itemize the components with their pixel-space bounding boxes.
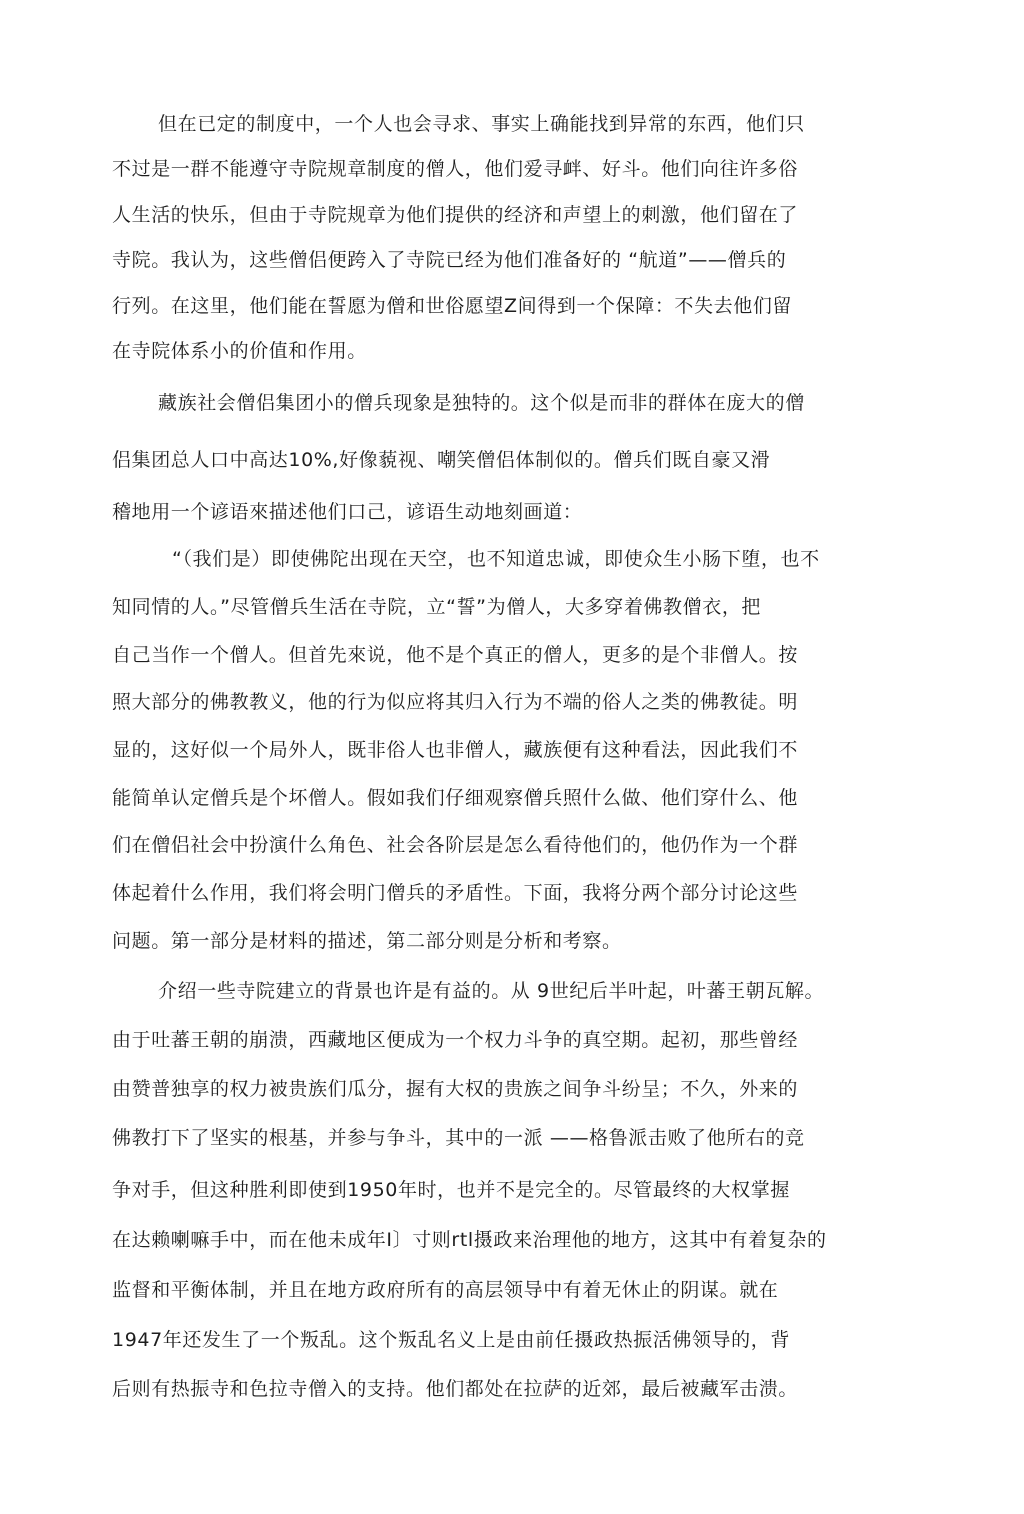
text-line: 但在已定的制度中，一个人也会寻求、事实上确能找到异常的东西，他们只: [158, 113, 805, 135]
text-line: 人生活的快乐，但由于寺院规章为他们提供的经济和声望上的刺激，他们留在了: [112, 204, 799, 226]
text-line: 知同情的人。”尽管僧兵生活在寺院，立“誓”为僧人，大多穿着佛教僧衣，把: [112, 596, 762, 618]
text-line: 照大部分的佛教教义，他的行为似应将其归入行为不端的俗人之类的佛教徒。明: [112, 691, 799, 713]
text-line: 佛教打下了坚实的根基，并参与争斗，其中的一派 ——格鲁派击败了他所右的竞: [112, 1127, 805, 1149]
text-line: 问题。第一部分是材料的描述，第二部分则是分析和考察。: [112, 930, 622, 952]
text-line: 介绍一些寺院建立的背景也许是有益的。从 9世纪后半叶起，叶蕃王朝瓦解。: [158, 980, 825, 1002]
text-line: 显的，这好似一个局外人，既非俗人也非僧人，藏族便有这种看法，因此我们不: [112, 739, 799, 761]
text-line: “（我们是）即使佛陀出现在天空，也不知道忠诚，即使众生小肠下堕，也不: [172, 548, 820, 570]
text-line: 行列。在这里，他们能在誓愿为僧和世俗愿望Z间得到一个保障：不失去他们留: [112, 295, 793, 317]
text-line: 自己当作一个僧人。但首先來说，他不是个真正的僧人，更多的是个非僧人。按: [112, 644, 799, 666]
text-line: 寺院。我认为，这些僧侣便跨入了寺院已经为他们准备好的 “航道”——僧兵的: [112, 249, 787, 271]
text-line: 藏族社会僧侣集团小的僧兵现象是独特的。这个似是而非的群体在庞大的僧: [158, 392, 805, 414]
text-line: 由赞普独享的权力被贵族们瓜分，握有大权的贵族之间争斗纷呈；不久，外来的: [112, 1078, 799, 1100]
text-line: 们在僧侣社会中扮演什么角色、社会各阶层是怎么看待他们的，他仍作为一个群: [112, 834, 799, 856]
text-line: 监督和平衡体制，并且在地方政府所有的高层领导中有着无休止的阴谋。就在: [112, 1279, 779, 1301]
text-line: 侣集团总人口中高达10%,好像藐视、嘲笑僧侣体制似的。僧兵们既自豪又滑: [112, 449, 771, 471]
text-line: 体起着什么作用，我们将会明门僧兵的矛盾性。下面，我将分两个部分讨论这些: [112, 882, 799, 904]
text-line: 不过是一群不能遵守寺院规章制度的僧人，他们爱寻衅、好斗。他们向往许多俗: [112, 158, 799, 180]
text-line: 在寺院体系小的价值和作用。: [112, 340, 367, 362]
text-line: 1947年还发生了一个叛乱。这个叛乱名义上是由前任摄政热振活佛领导的，背: [112, 1329, 790, 1351]
text-line: 后则有热振寺和色拉寺僧入的支持。他们都处在拉萨的近郊，最后被藏军击溃。: [112, 1378, 799, 1400]
text-line: 在达赖喇嘛手中，而在他未成年I〕寸则rtl摄政来治理他的地方，这其中有着复杂的: [112, 1229, 827, 1251]
text-line: 争对手，但这种胜利即使到1950年时，也并不是完全的。尽管最终的大权掌握: [112, 1179, 790, 1201]
text-line: 能简单认定僧兵是个坏僧人。假如我们仔细观察僧兵照什么做、他们穿什么、他: [112, 787, 799, 809]
text-line: 稽地用一个谚语來描述他们口己，谚语生动地刻画道：: [112, 501, 583, 523]
text-line: 由于吐蕃王朝的崩溃，西藏地区便成为一个权力斗争的真空期。起初，那些曾经: [112, 1029, 799, 1051]
